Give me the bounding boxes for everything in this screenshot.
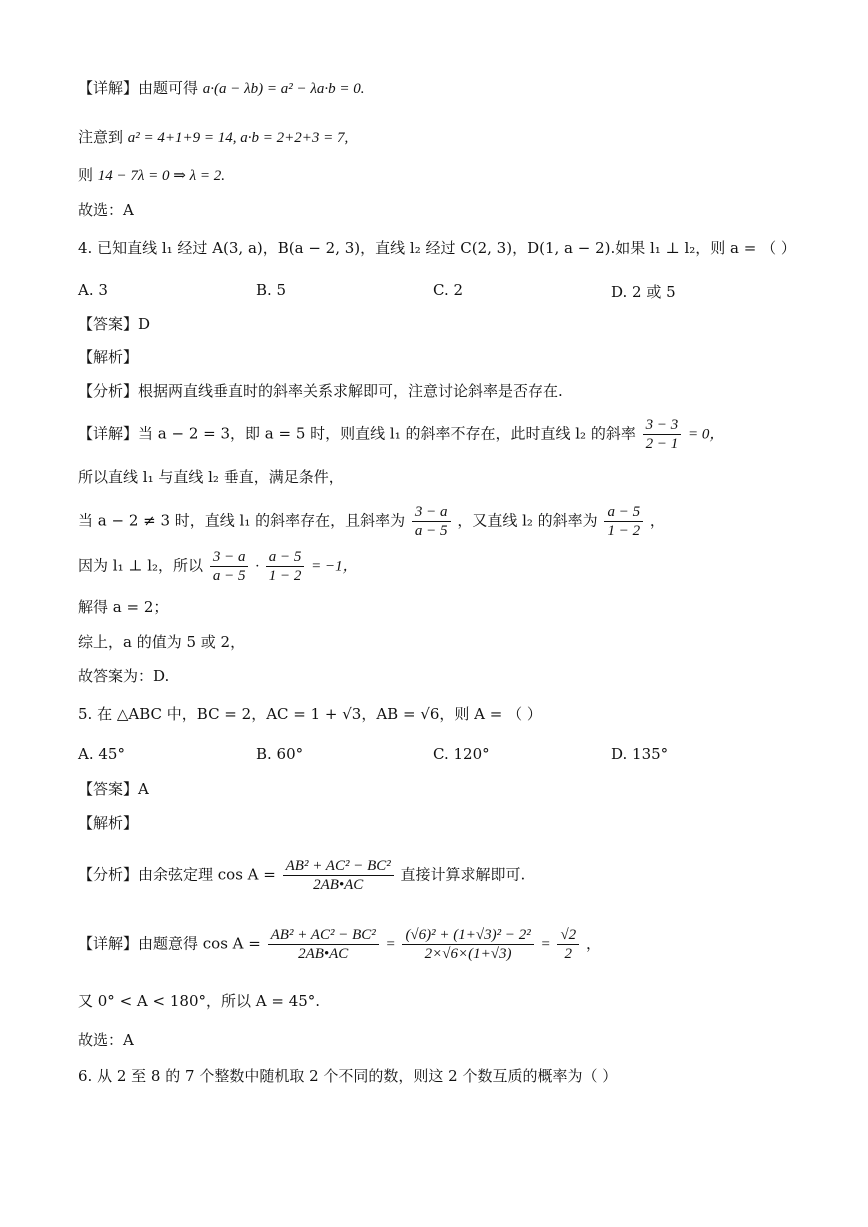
text: 【分析】根据两直线垂直时的斜率关系求解即可，注意讨论斜率是否存在.	[78, 382, 563, 400]
q4-detail-6	[78, 632, 245, 652]
fraction	[283, 857, 394, 894]
q4-detail-7	[78, 666, 169, 686]
dot-operator: ·	[255, 558, 259, 575]
text: 综上，a 的值为 5 或 2，	[78, 633, 246, 651]
q5-detail-1	[78, 926, 601, 963]
fraction-denominator: a − 5	[414, 523, 448, 539]
q5-analysis	[78, 857, 525, 894]
text: 当 a − 2 ≠ 3 时，直线 l₁ 的斜率存在，且斜率为	[78, 511, 406, 530]
text: 【答案】D	[78, 315, 151, 333]
text: =	[385, 936, 396, 953]
q4-detail-5	[78, 597, 168, 617]
text: 解得 a = 2；	[78, 598, 169, 616]
text: 则	[78, 166, 94, 184]
fraction-numerator: a − 5	[266, 548, 305, 567]
q4-detail-3	[78, 503, 665, 540]
q5-option-a: A. 45°	[78, 745, 125, 763]
text: 【详解】当 a − 2 = 3，即 a = 5 时，则直线 l₁ 的斜率不存在，此时直线 l₂ 的斜率	[78, 424, 636, 443]
q5-option-c: C. 120°	[433, 745, 490, 763]
fraction-denominator: 1 − 2	[268, 568, 302, 584]
q5-detail-3	[78, 1030, 134, 1050]
fraction	[268, 926, 379, 963]
fraction	[557, 926, 579, 963]
text: 故选：A	[78, 201, 134, 219]
text: ，又直线 l₂ 的斜率为	[457, 511, 598, 530]
q4-option-a: A. 3	[78, 281, 108, 299]
text: 因为 l₁ ⊥ l₂，所以	[78, 556, 204, 575]
question-text: 5. 在 △ABC 中，BC = 2，AC = 1 + √3，AB = √6，则 A = （ ）	[78, 705, 542, 723]
fraction-numerator: 3 − a	[210, 548, 249, 567]
q4-analysis	[78, 381, 563, 401]
text: 【解析】	[78, 348, 139, 366]
math-expression: a² = 4+1+9 = 14, a·b = 2+2+3 = 7,	[127, 130, 349, 146]
q4-answer	[78, 314, 150, 334]
q4-option-d: D. 2 或 5	[611, 283, 676, 301]
fraction-numerator: 3 − a	[412, 503, 451, 522]
text: 【解析】	[78, 814, 139, 832]
detail-line-3	[78, 165, 225, 186]
fraction-numerator: AB² + AC² − BC²	[283, 857, 394, 876]
fraction-numerator: AB² + AC² − BC²	[268, 926, 379, 945]
text: = −1，	[311, 558, 358, 575]
detail-line-2	[78, 127, 348, 148]
fraction	[210, 548, 249, 585]
math-expression: 14 − 7λ = 0 ⇒ λ = 2.	[97, 168, 225, 184]
fraction	[604, 503, 643, 540]
text: = 0，	[688, 426, 725, 443]
math-expression: a·(a − λb) = a² − λa·b = 0.	[202, 81, 365, 97]
text: 【答案】A	[78, 780, 149, 798]
q4-detail-2	[78, 467, 344, 487]
text: 故答案为：D.	[78, 667, 170, 685]
text: 直接计算求解即可.	[400, 865, 526, 884]
q5-answer	[78, 779, 149, 799]
q4-detail-1	[78, 416, 724, 453]
text: 【详解】由题意得 cos A =	[78, 934, 261, 953]
fraction-numerator: √2	[557, 926, 579, 945]
fraction-denominator: 2	[564, 946, 573, 962]
question-6	[78, 1066, 617, 1086]
text: ，	[585, 934, 601, 953]
fraction-denominator: 1 − 2	[607, 523, 641, 539]
fraction	[412, 503, 451, 540]
question-5	[78, 704, 542, 724]
fraction-denominator: 2 − 1	[645, 436, 679, 452]
q5-detail-2	[78, 991, 320, 1011]
question-text: 4. 已知直线 l₁ 经过 A(3, a)，B(a − 2, 3)，直线 l₂ 经过 C(2, 3)，D(1, a − 2).如果 l₁ ⊥ l₂，则 a = （ ）	[78, 239, 796, 257]
text: 故选：A	[78, 1031, 134, 1049]
answer-select-q3	[78, 200, 134, 220]
text: =	[540, 936, 551, 953]
fraction-denominator: 2AB•AC	[298, 946, 349, 962]
fraction-numerator: a − 5	[604, 503, 643, 522]
fraction-denominator: 2×√6×(1+√3)	[424, 946, 512, 962]
detail-label: 【详解】由题可得	[78, 79, 199, 97]
fraction-numerator: (√6)² + (1+√3)² − 2²	[402, 926, 533, 945]
question-4	[78, 238, 796, 258]
text: 又 0° < A < 180°，所以 A = 45°.	[78, 992, 321, 1010]
text: 注意到	[78, 128, 124, 146]
q4-option-c: C. 2	[433, 281, 464, 299]
text: 所以直线 l₁ 与直线 l₂ 垂直，满足条件，	[78, 468, 344, 486]
question-text: 6. 从 2 至 8 的 7 个整数中随机取 2 个不同的数，则这 2 个数互质的概率为（ ）	[78, 1067, 618, 1085]
q4-detail-4	[78, 548, 358, 585]
q4-analysis-label	[78, 347, 138, 367]
text: 【分析】由余弦定理 cos A =	[78, 865, 276, 884]
fraction	[643, 416, 682, 453]
fraction-numerator: 3 − 3	[643, 416, 682, 435]
detail-line-1	[78, 78, 365, 99]
q5-analysis-label	[78, 813, 138, 833]
fraction	[402, 926, 533, 963]
q5-option-d: D. 135°	[611, 745, 669, 763]
fraction-denominator: a − 5	[212, 568, 246, 584]
fraction-denominator: 2AB•AC	[313, 877, 364, 893]
fraction	[266, 548, 305, 585]
q5-option-b: B. 60°	[256, 745, 304, 763]
text: ，	[649, 511, 665, 530]
q4-option-b: B. 5	[256, 281, 287, 299]
